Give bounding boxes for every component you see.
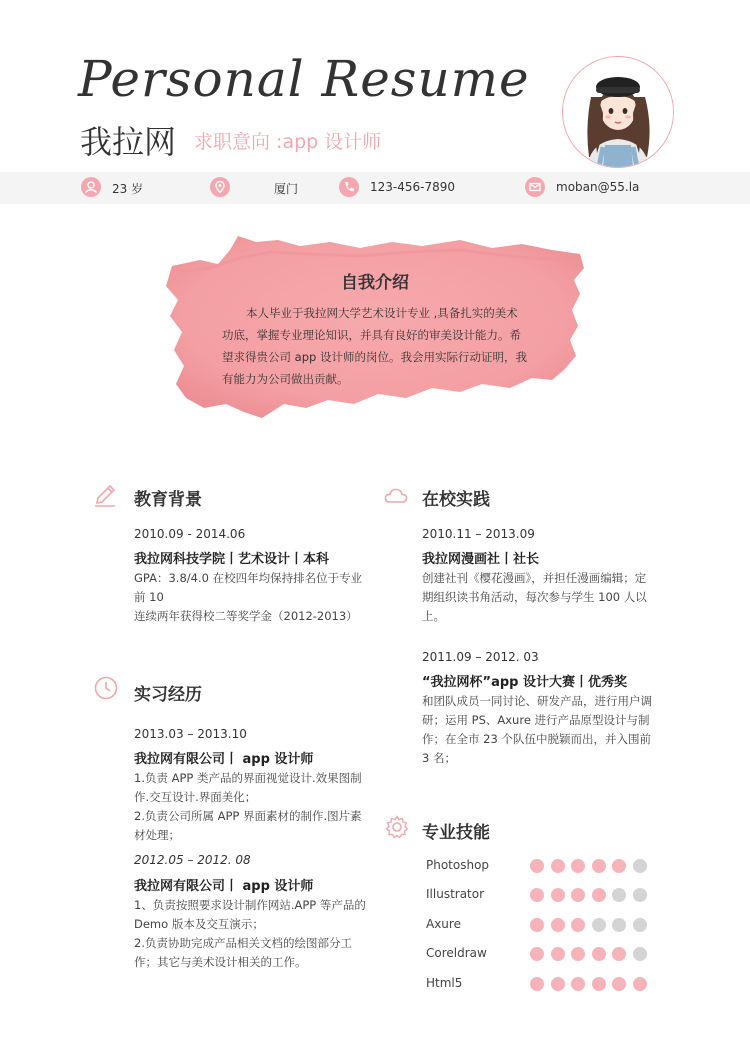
skill-dot-filled	[592, 977, 606, 991]
avatar-illustration	[563, 57, 673, 167]
skill-dot-filled	[530, 918, 544, 932]
education-date: 2010.09 - 2014.06	[134, 527, 246, 541]
skill-dot-empty	[592, 918, 606, 932]
practice-2-desc: 和团队成员一同讨论、研发产品，进行用户调研；运用 PS、Axure 进行产品原型设计与制作；在全市 23 个队伍中脱颖而出，并入围前 3 名；	[422, 694, 652, 765]
internship-1-duty-2: 2.负责公司所属 APP 界面素材的制作.图片素材处理；	[134, 809, 362, 842]
internship-section-title: 实习经历	[134, 685, 202, 705]
skill-name: Illustrator	[426, 887, 485, 901]
avatar	[562, 56, 674, 168]
age-text: 23 岁	[112, 182, 144, 196]
skill-name: Coreldraw	[426, 946, 487, 960]
pencil-icon	[92, 482, 118, 508]
skill-dot-filled	[592, 859, 606, 873]
skill-dot-filled	[551, 977, 565, 991]
skill-dot-filled	[551, 859, 565, 873]
skill-dot-filled	[530, 977, 544, 991]
practice-1-date: 2010.11 – 2013.09	[422, 527, 535, 541]
practice-section-title: 在校实践	[422, 490, 490, 510]
skills-section-title: 专业技能	[422, 823, 490, 843]
education-scholarship: 连续两年获得校二等奖学金（2012-2013）	[134, 609, 358, 623]
clock-icon	[93, 675, 119, 701]
practice-2-title: “我拉网杯”app 设计大赛丨优秀奖	[422, 675, 627, 690]
email-text: moban@55.la	[556, 180, 640, 194]
cloud-icon	[383, 483, 409, 509]
user-icon	[81, 177, 101, 197]
skill-dot-filled	[571, 888, 585, 902]
location-pin-icon	[210, 177, 230, 197]
skill-dot-filled	[551, 888, 565, 902]
internship-1-company: 我拉网有限公司丨 app 设计师	[134, 752, 314, 767]
education-school: 我拉网科技学院丨艺术设计丨本科	[134, 552, 330, 567]
skill-dot-filled	[612, 859, 626, 873]
mail-icon	[525, 177, 545, 197]
skill-dot-empty	[633, 947, 647, 961]
skill-dot-filled	[612, 977, 626, 991]
skill-dot-filled	[530, 888, 544, 902]
skill-dot-empty	[612, 918, 626, 932]
city-text: 厦门	[274, 182, 299, 196]
skill-dot-filled	[592, 947, 606, 961]
skill-dot-filled	[612, 947, 626, 961]
person-name: 我拉网	[80, 123, 177, 161]
internship-1-duty-1: 1.负责 APP 类产品的界面视觉设计.效果图制作.交互设计.界面美化；	[134, 771, 362, 804]
education-section-title: 教育背景	[134, 490, 202, 510]
practice-1-title: 我拉网漫画社丨社长	[422, 552, 540, 567]
intro-title: 自我介绍	[341, 273, 409, 293]
practice-2-date: 2011.09 – 2012. 03	[422, 650, 539, 664]
skill-dot-filled	[571, 859, 585, 873]
skill-dot-filled	[530, 947, 544, 961]
skill-name: Html5	[426, 976, 463, 990]
skill-dot-empty	[633, 918, 647, 932]
practice-1-desc: 创建社刊《樱花漫画》，并担任漫画编辑；定期组织读书角活动，每次参与学生 100 人以上。	[422, 571, 647, 623]
skill-dot-filled	[592, 888, 606, 902]
skill-dot-filled	[571, 918, 585, 932]
skill-dot-filled	[551, 947, 565, 961]
phone-icon	[339, 177, 359, 197]
skill-dot-filled	[571, 947, 585, 961]
skill-dot-empty	[633, 859, 647, 873]
skill-dot-filled	[530, 859, 544, 873]
skill-dot-empty	[612, 888, 626, 902]
skill-name: Photoshop	[426, 858, 490, 872]
skill-name: Axure	[426, 917, 461, 931]
intro-text: 本人毕业于我拉网大学艺术设计专业 ,具备扎实的美术功底，掌握专业理论知识，并具有良好的审美设计能力。希望求得贵公司 app 设计师的岗位。我会用实际行动证明，我有能力为公司做出贡献。	[222, 306, 527, 386]
skill-dot-empty	[633, 888, 647, 902]
internship-2-date: 2012.05 – 2012. 08	[134, 853, 251, 867]
skill-dot-filled	[551, 918, 565, 932]
resume-title: Personal Resume	[78, 50, 530, 108]
skill-dot-filled	[633, 977, 647, 991]
internship-2-duty-2: 2.负责协助完成产品相关文档的绘图部分工作；其它与美术设计相关的工作。	[134, 936, 352, 969]
gear-icon	[384, 814, 410, 840]
education-gpa: GPA：3.8/4.0 在校四年均保持排名位于专业前 10	[134, 571, 363, 604]
skill-dot-filled	[571, 977, 585, 991]
internship-1-date: 2013.03 – 2013.10	[134, 727, 247, 741]
phone-text: 123-456-7890	[370, 180, 456, 194]
internship-2-duty-1: 1、负责按照要求设计制作网站.APP 等产品的 Demo 版本及交互演示；	[134, 898, 366, 931]
internship-2-company: 我拉网有限公司丨 app 设计师	[134, 879, 314, 894]
job-objective: 求职意向 :app 设计师	[194, 131, 382, 153]
